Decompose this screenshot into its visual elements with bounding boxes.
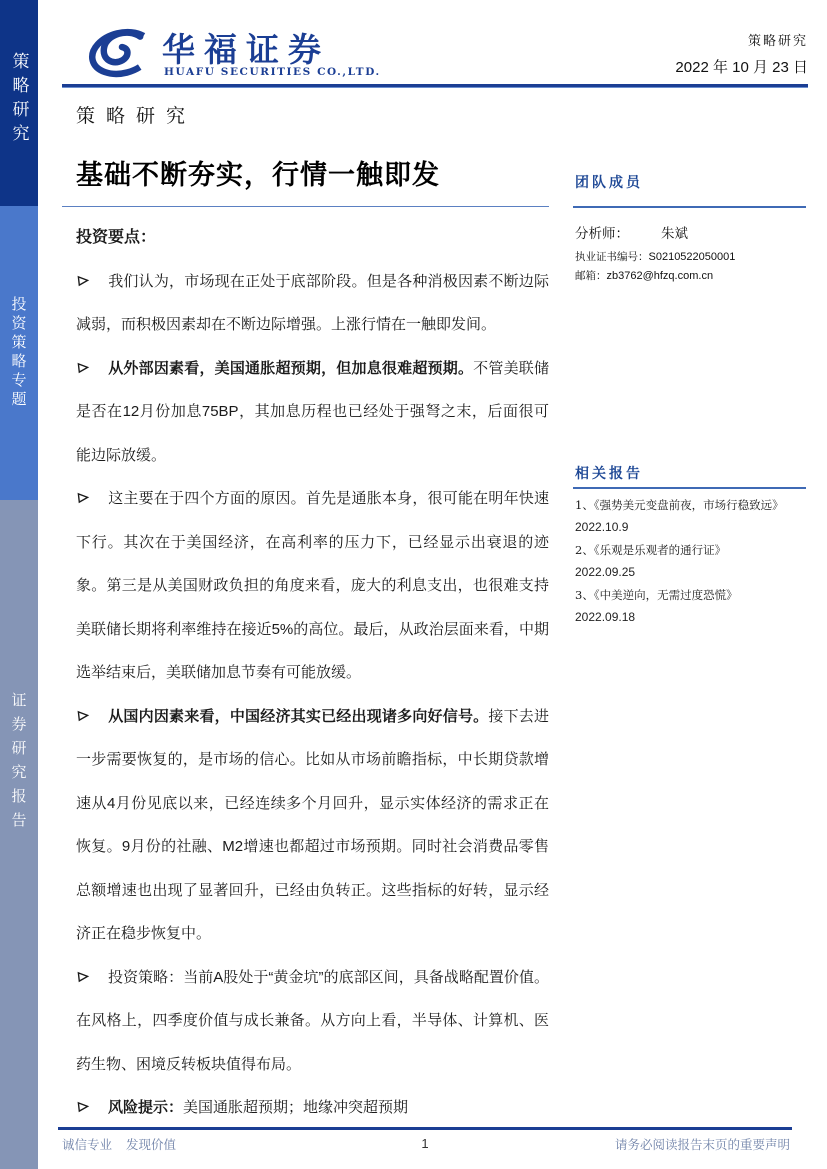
bullet-arrow-icon [76,362,90,374]
brand-name-cn: 华福证券 [162,30,330,69]
team-rule [573,206,806,208]
related-report-title: 3、《中美逆向，无需过度恐慌》 [575,588,738,602]
header-date: 2022 年 10 月 23 日 [675,59,808,76]
license-row [575,249,735,264]
bullet-paragraph [76,695,549,956]
related-report-title: 2、《乐观是乐观者的通行证》 [575,543,727,557]
sidebar-label-strategy: 策略研究 [8,52,29,148]
list-item [575,584,808,628]
footer-slogan-b: 发现价值 [126,1137,177,1152]
bullet-paragraph [76,347,549,478]
footer-rule [58,1127,792,1130]
bullet-text: 美国通胀超预期；地缘冲突超预期 [183,1099,409,1116]
analyst-name: 朱斌 [661,226,688,242]
sidebar-segment-report-type [0,500,38,1169]
header-meta [675,30,808,77]
bullet-text: 投资策略：当前A股处于“黄金坑”的底部区间，具备战略配置价值。在风格上，四季度价值与成长兼备。从方向上看，半导体、计算机、医药生物、困境反转板块值得布局。 [76,968,549,1073]
bullet-arrow-icon [76,275,90,287]
bullet-arrow-icon [76,1101,90,1113]
brand-name-en: HUAFU SECURITIES CO.,LTD. [164,66,381,78]
bullet-paragraph [76,1086,549,1130]
sidebar [0,0,38,1169]
bullet-text: 不管美联储是否在12月份加息75BP，其加息历程也已经处于强弩之末，后面很可能边际放缓。 [76,359,549,464]
footer-slogan [62,1135,176,1153]
license-number: S0210522050001 [648,251,736,263]
related-report-date: 2022.09.25 [575,565,636,579]
list-item [575,494,808,538]
bullet-bold-text: 从国内因素来看，中国经济其实已经出现诸多向好信号。 [108,707,489,725]
footer-disclaimer: 请务必阅读报告末页的重要声明 [614,1137,790,1152]
bullet-paragraph [76,956,549,1087]
related-report-date: 2022.09.18 [575,610,636,624]
title-rule [62,206,549,207]
related-reports-list [575,494,808,629]
header-category: 策略研究 [747,34,808,49]
bullet-paragraph [76,260,549,347]
header-rule [62,84,808,88]
bullet-arrow-icon [76,492,90,504]
team-heading: 团队成员 [575,175,643,191]
sidebar-segment-strategy [0,0,38,206]
section-label: 策略研究 [76,105,197,127]
key-points-heading: 投资要点： [76,229,157,246]
bullet-bold-text: 风险提示： [108,1099,184,1116]
sidebar-segment-topic [0,206,38,500]
bullet-paragraph [76,477,549,695]
bullet-text: 我们认为，市场现在正处于底部阶段。但是各种消极因素不断边际减弱，而积极因素却在不断边际增强。上涨行情在一触即发间。 [76,272,549,333]
report-body [76,216,549,1130]
email-address: zb3762@hfzq.com.cn [606,270,714,282]
analyst-label: 分析师： [575,226,629,242]
brand-block [86,22,406,84]
analyst-row [575,222,688,242]
related-reports-rule [573,487,806,489]
bullet-text: 接下去进一步需要恢复的，是市场的信心。比如从市场前瞻指标，中长期贷款增速从4月份见底以来，已经连续多个月回升，显示实体经济的需求正在恢复。9月份的社融、M2增速也都超过市场预期。同时社会消费品零售总额增速也出现了显著回升，已经由负转正。这些指标的好转，显示经济正在稳步恢复中。 [76,707,549,942]
bullet-arrow-icon [76,971,90,983]
bullet-arrow-icon [76,710,90,722]
page-title: 基础不断夯实，行情一触即发 [76,160,440,190]
bullet-text: 这主要在于四个方面的原因。首先是通胀本身，很可能在明年快速下行。其次在于美国经济，在高利率的压力下，已经显示出衰退的迹象。第三是从美国财政负担的角度来看，庞大的利息支出，也很难支持美联储长期将利率维持在接近5%的高位。最后，从政治层面来看，中期选举结束后，美联储加息节奏有可能放缓。 [76,490,549,681]
license-label: 执业证书编号： [575,251,649,263]
related-reports-heading: 相关报告 [575,466,643,482]
page-number: 1 [421,1136,429,1151]
list-item [575,539,808,583]
footer-slogan-a: 诚信专业 [62,1137,113,1152]
related-report-title: 1、《强势美元变盘前夜，市场行稳致远》 [575,498,784,512]
email-label: 邮箱： [575,270,607,282]
sidebar-label-report-type: 证券研究报告 [9,692,28,836]
email-row [575,268,713,283]
huafu-logo-icon [86,24,158,82]
bullet-bold-text: 从外部因素看，美国通胀超预期，但加息很难超预期。 [108,359,474,377]
related-report-date: 2022.10.9 [575,520,629,534]
sidebar-label-topic: 投资策略专题 [9,296,28,410]
